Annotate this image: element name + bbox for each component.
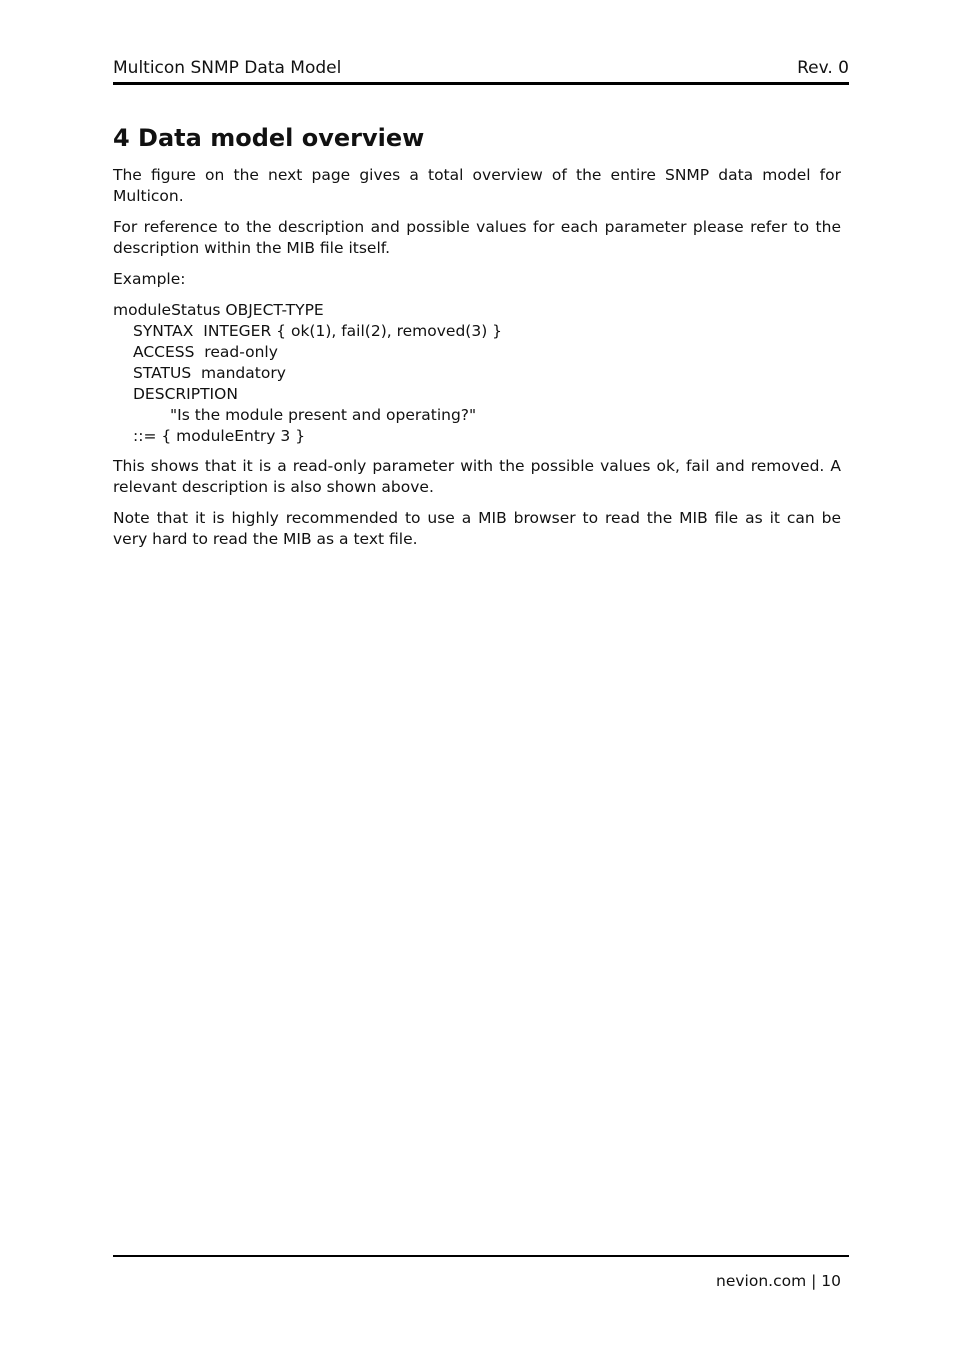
code-line: DESCRIPTION [133, 385, 238, 403]
recommendation-paragraph: Note that it is highly recommended to use a MIB browser to read the MIB file as it can be very hard to read the MIB as a text file. [113, 509, 841, 548]
revision-label: Rev. 0 [797, 58, 849, 78]
header-divider [113, 82, 849, 85]
code-line: moduleStatus OBJECT-TYPE [113, 301, 324, 319]
explanation-paragraph: This shows that it is a read-only parameter with the possible values ok, fail and removed. A relevant description is also shown above. [113, 457, 841, 496]
code-line: SYNTAX INTEGER { ok(1), fail(2), removed(3) } [133, 322, 503, 340]
example-label: Example: [113, 270, 186, 288]
code-line: ACCESS read-only [133, 343, 278, 361]
mib-code-example [113, 300, 841, 447]
document-title: Multicon SNMP Data Model [113, 58, 342, 78]
code-line: ::= { moduleEntry 3 } [133, 427, 306, 445]
code-line: "Is the module present and operating?" [170, 406, 477, 424]
section-heading: 4 Data model overview [113, 124, 425, 152]
page-header [113, 55, 849, 81]
code-line: STATUS mandatory [133, 364, 286, 382]
reference-paragraph: For reference to the description and possible values for each parameter please refer to the description within the MIB file itself. [113, 218, 841, 257]
intro-paragraph: The figure on the next page gives a total overview of the entire SNMP data model for Multicon. [113, 166, 841, 205]
footer-divider [113, 1255, 849, 1257]
page-footer: nevion.com | 10 [716, 1272, 841, 1290]
main-content [113, 120, 841, 560]
